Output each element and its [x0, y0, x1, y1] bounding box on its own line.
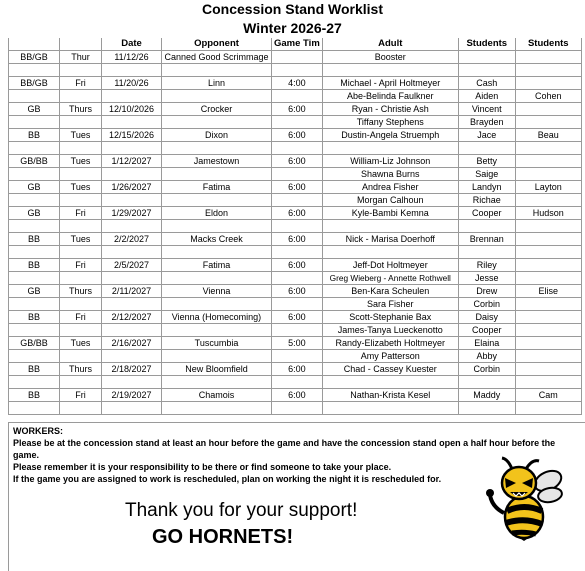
cell-students[interactable] — [458, 51, 515, 64]
header-opponent: Opponent — [162, 38, 272, 51]
cell-game-time[interactable]: 6:00 — [272, 233, 323, 246]
cell-adult[interactable] — [322, 376, 458, 389]
cell-adult[interactable]: Kyle-Bambi Kemna — [322, 207, 458, 220]
cell-students-2[interactable] — [515, 363, 581, 376]
cell-team[interactable]: BB — [9, 233, 60, 246]
cell-day[interactable]: Fri — [60, 77, 102, 90]
cell-adult[interactable]: Jeff-Dot Holtmeyer — [322, 259, 458, 272]
cell-day[interactable]: Tues — [60, 129, 102, 142]
cell-opponent[interactable] — [162, 90, 272, 103]
cell-opponent[interactable] — [162, 402, 272, 415]
cell-game-time[interactable] — [272, 350, 323, 363]
cell-students[interactable]: Abby — [458, 350, 515, 363]
cell-students[interactable]: Vincent — [458, 103, 515, 116]
cell-team[interactable] — [9, 168, 60, 181]
cell-team[interactable] — [9, 376, 60, 389]
cell-students[interactable] — [458, 402, 515, 415]
cell-opponent[interactable] — [162, 220, 272, 233]
cell-date[interactable] — [102, 90, 162, 103]
cell-adult[interactable]: Ben-Kara Scheulen — [322, 285, 458, 298]
cell-adult[interactable]: Sara Fisher — [322, 298, 458, 311]
cell-students[interactable]: Brayden — [458, 116, 515, 129]
cell-day[interactable] — [60, 90, 102, 103]
cell-students-2[interactable] — [515, 77, 581, 90]
cell-students-2[interactable] — [515, 272, 581, 285]
cell-adult[interactable]: Dustin-Angela Struemph — [322, 129, 458, 142]
cell-team[interactable] — [9, 272, 60, 285]
workers-heading: WORKERS: — [13, 426, 63, 436]
cell-date[interactable] — [102, 194, 162, 207]
cell-opponent[interactable]: Chamois — [162, 389, 272, 402]
table-row — [9, 285, 582, 298]
cell-team[interactable]: BB/GB — [9, 77, 60, 90]
table-row — [9, 220, 582, 233]
cell-opponent[interactable]: Jamestown — [162, 155, 272, 168]
cell-students[interactable]: Drew — [458, 285, 515, 298]
cell-students[interactable]: Elaina — [458, 337, 515, 350]
cell-team[interactable] — [9, 324, 60, 337]
cell-team[interactable]: BB — [9, 259, 60, 272]
cell-game-time[interactable] — [272, 64, 323, 77]
header-row — [9, 38, 582, 51]
cell-students[interactable]: Cash — [458, 77, 515, 90]
cell-opponent[interactable]: New Bloomfield — [162, 363, 272, 376]
cell-adult[interactable]: Shawna Burns — [322, 168, 458, 181]
cell-date[interactable] — [102, 298, 162, 311]
cell-opponent[interactable] — [162, 350, 272, 363]
go-hornets: GO HORNETS! — [152, 526, 294, 548]
cell-team[interactable] — [9, 298, 60, 311]
cell-team[interactable] — [9, 90, 60, 103]
cell-students-2[interactable]: Elise — [515, 285, 581, 298]
cell-game-time[interactable] — [272, 402, 323, 415]
table-row — [9, 272, 582, 285]
cell-opponent[interactable] — [162, 64, 272, 77]
table-row — [9, 116, 582, 129]
cell-day[interactable]: Tues — [60, 155, 102, 168]
table-row — [9, 181, 582, 194]
cell-game-time[interactable]: 6:00 — [272, 311, 323, 324]
cell-students[interactable] — [458, 64, 515, 77]
cell-adult[interactable] — [322, 246, 458, 259]
cell-team[interactable] — [9, 142, 60, 155]
cell-day[interactable]: Tues — [60, 181, 102, 194]
table-row — [9, 298, 582, 311]
cell-students-2[interactable] — [515, 246, 581, 259]
cell-adult[interactable] — [322, 220, 458, 233]
cell-game-time[interactable]: 6:00 — [272, 103, 323, 116]
cell-students[interactable]: Corbin — [458, 363, 515, 376]
cell-students-2[interactable] — [515, 337, 581, 350]
cell-students-2[interactable] — [515, 64, 581, 77]
cell-game-time[interactable]: 6:00 — [272, 207, 323, 220]
cell-adult[interactable]: Michael - April Holtmeyer — [322, 77, 458, 90]
header-adult: Adult — [322, 38, 458, 51]
cell-students-2[interactable]: Layton — [515, 181, 581, 194]
table-row — [9, 51, 582, 64]
cell-date[interactable] — [102, 272, 162, 285]
cell-students[interactable]: Richae — [458, 194, 515, 207]
cell-students[interactable] — [458, 220, 515, 233]
cell-day[interactable] — [60, 402, 102, 415]
cell-students-2[interactable] — [515, 376, 581, 389]
header-team — [9, 38, 60, 51]
table-row — [9, 64, 582, 77]
table-row — [9, 363, 582, 376]
cell-students[interactable]: Corbin — [458, 298, 515, 311]
cell-game-time[interactable] — [272, 194, 323, 207]
cell-opponent[interactable]: Eldon — [162, 207, 272, 220]
cell-team[interactable] — [9, 350, 60, 363]
cell-students-2[interactable] — [515, 324, 581, 337]
table-row — [9, 103, 582, 116]
cell-day[interactable] — [60, 64, 102, 77]
cell-students-2[interactable] — [515, 220, 581, 233]
cell-adult[interactable]: Abe-Belinda Faulkner — [322, 90, 458, 103]
cell-game-time[interactable] — [272, 116, 323, 129]
cell-day[interactable]: Thurs — [60, 285, 102, 298]
cell-day[interactable] — [60, 376, 102, 389]
table-row — [9, 77, 582, 90]
cell-students[interactable]: Maddy — [458, 389, 515, 402]
table-row — [9, 168, 582, 181]
cell-date[interactable]: 12/15/2026 — [102, 129, 162, 142]
cell-students-2[interactable] — [515, 116, 581, 129]
cell-date[interactable]: 2/19/2027 — [102, 389, 162, 402]
cell-team[interactable]: BB — [9, 389, 60, 402]
cell-opponent[interactable]: Vienna (Homecoming) — [162, 311, 272, 324]
cell-game-time[interactable] — [272, 376, 323, 389]
cell-day[interactable] — [60, 324, 102, 337]
cell-adult[interactable]: Tiffany Stephens — [322, 116, 458, 129]
cell-opponent[interactable] — [162, 194, 272, 207]
cell-team[interactable] — [9, 64, 60, 77]
cell-opponent[interactable]: Dixon — [162, 129, 272, 142]
cell-opponent[interactable]: Crocker — [162, 103, 272, 116]
cell-date[interactable] — [102, 350, 162, 363]
cell-day[interactable]: Fri — [60, 389, 102, 402]
cell-opponent[interactable] — [162, 142, 272, 155]
cell-adult[interactable]: Greg Wieberg - Annette Rothwell — [322, 272, 458, 285]
cell-opponent[interactable] — [162, 324, 272, 337]
cell-adult[interactable]: Ryan - Christie Ash — [322, 103, 458, 116]
table-row — [9, 142, 582, 155]
table-row — [9, 389, 582, 402]
cell-team[interactable]: GB — [9, 181, 60, 194]
cell-date[interactable] — [102, 324, 162, 337]
cell-team[interactable]: GB — [9, 207, 60, 220]
cell-opponent[interactable]: Vienna — [162, 285, 272, 298]
cell-students[interactable]: Betty — [458, 155, 515, 168]
cell-students-2[interactable] — [515, 194, 581, 207]
table-row — [9, 350, 582, 363]
cell-adult[interactable]: Nathan-Krista Kesel — [322, 389, 458, 402]
cell-students-2[interactable]: Cam — [515, 389, 581, 402]
header-day — [60, 38, 102, 51]
cell-date[interactable]: 1/29/2027 — [102, 207, 162, 220]
cell-adult[interactable]: Scott-Stephanie Bax — [322, 311, 458, 324]
table-row — [9, 324, 582, 337]
cell-day[interactable]: Fri — [60, 311, 102, 324]
cell-game-time[interactable] — [272, 220, 323, 233]
cell-game-time[interactable]: 6:00 — [272, 363, 323, 376]
cell-opponent[interactable] — [162, 246, 272, 259]
cell-date[interactable]: 11/12/26 — [102, 51, 162, 64]
cell-date[interactable]: 2/2/2027 — [102, 233, 162, 246]
header-date: Date — [102, 38, 162, 51]
header-students: Students — [458, 38, 515, 51]
cell-students-2[interactable] — [515, 142, 581, 155]
cell-game-time[interactable] — [272, 168, 323, 181]
cell-game-time[interactable] — [272, 246, 323, 259]
cell-students-2[interactable] — [515, 402, 581, 415]
cell-date[interactable]: 12/10/2026 — [102, 103, 162, 116]
page-title: Concession Stand Worklist — [202, 1, 383, 17]
cell-students-2[interactable] — [515, 51, 581, 64]
cell-team[interactable]: GB/BB — [9, 337, 60, 350]
cell-team[interactable]: BB — [9, 311, 60, 324]
cell-students-2[interactable] — [515, 233, 581, 246]
cell-date[interactable] — [102, 116, 162, 129]
cell-game-time[interactable] — [272, 90, 323, 103]
cell-team[interactable]: BB/GB — [9, 51, 60, 64]
cell-students[interactable] — [458, 246, 515, 259]
cell-day[interactable] — [60, 194, 102, 207]
cell-opponent[interactable]: Tuscumbia — [162, 337, 272, 350]
cell-team[interactable]: GB/BB — [9, 155, 60, 168]
cell-opponent[interactable]: Macks Creek — [162, 233, 272, 246]
cell-day[interactable]: Fri — [60, 259, 102, 272]
cell-students-2[interactable] — [515, 155, 581, 168]
cell-opponent[interactable]: Fatima — [162, 181, 272, 194]
cell-day[interactable] — [60, 272, 102, 285]
cell-adult[interactable]: Randy-Elizabeth Holtmeyer — [322, 337, 458, 350]
hornet-mascot-icon — [482, 455, 564, 541]
table-row — [9, 155, 582, 168]
cell-date[interactable] — [102, 376, 162, 389]
cell-game-time[interactable] — [272, 272, 323, 285]
cell-game-time[interactable]: 6:00 — [272, 389, 323, 402]
cell-students[interactable]: Daisy — [458, 311, 515, 324]
cell-date[interactable]: 2/5/2027 — [102, 259, 162, 272]
table-row — [9, 233, 582, 246]
cell-students-2[interactable]: Beau — [515, 129, 581, 142]
cell-opponent[interactable] — [162, 298, 272, 311]
cell-game-time[interactable]: 5:00 — [272, 337, 323, 350]
cell-opponent[interactable]: Canned Good Scrimmage — [162, 51, 272, 64]
cell-date[interactable] — [102, 168, 162, 181]
cell-game-time[interactable]: 6:00 — [272, 181, 323, 194]
cell-game-time[interactable]: 6:00 — [272, 259, 323, 272]
cell-adult[interactable]: Andrea Fisher — [322, 181, 458, 194]
cell-game-time[interactable] — [272, 142, 323, 155]
cell-students-2[interactable] — [515, 298, 581, 311]
table-row — [9, 337, 582, 350]
cell-date[interactable]: 2/11/2027 — [102, 285, 162, 298]
cell-adult[interactable]: Amy Patterson — [322, 350, 458, 363]
cell-team[interactable] — [9, 220, 60, 233]
cell-students[interactable]: Brennan — [458, 233, 515, 246]
cell-day[interactable] — [60, 220, 102, 233]
cell-day[interactable] — [60, 168, 102, 181]
cell-team[interactable] — [9, 246, 60, 259]
cell-date[interactable]: 2/18/2027 — [102, 363, 162, 376]
header-students-2: Students — [515, 38, 581, 51]
cell-adult[interactable]: Morgan Calhoun — [322, 194, 458, 207]
cell-game-time[interactable]: 6:00 — [272, 155, 323, 168]
cell-date[interactable]: 2/12/2027 — [102, 311, 162, 324]
table-row — [9, 129, 582, 142]
cell-date[interactable]: 1/26/2027 — [102, 181, 162, 194]
thanks-message: Thank you for your support! — [125, 500, 358, 521]
cell-day[interactable]: Tues — [60, 233, 102, 246]
cell-game-time[interactable] — [272, 324, 323, 337]
cell-students-2[interactable]: Cohen — [515, 90, 581, 103]
cell-students-2[interactable] — [515, 311, 581, 324]
cell-day[interactable]: Thur — [60, 51, 102, 64]
cell-adult[interactable]: Booster — [322, 51, 458, 64]
cell-game-time[interactable]: 4:00 — [272, 77, 323, 90]
table-row — [9, 194, 582, 207]
cell-game-time[interactable] — [272, 298, 323, 311]
cell-students-2[interactable] — [515, 103, 581, 116]
cell-day[interactable]: Fri — [60, 207, 102, 220]
cell-day[interactable] — [60, 350, 102, 363]
cell-students[interactable]: Saige — [458, 168, 515, 181]
cell-day[interactable]: Thurs — [60, 103, 102, 116]
cell-adult[interactable] — [322, 64, 458, 77]
cell-students[interactable]: Cooper — [458, 207, 515, 220]
cell-date[interactable] — [102, 64, 162, 77]
worklist-table — [8, 38, 582, 415]
cell-students[interactable]: Riley — [458, 259, 515, 272]
table-row — [9, 246, 582, 259]
cell-date[interactable] — [102, 220, 162, 233]
cell-opponent[interactable]: Fatima — [162, 259, 272, 272]
cell-students-2[interactable] — [515, 259, 581, 272]
cell-students[interactable]: Landyn — [458, 181, 515, 194]
cell-date[interactable]: 2/16/2027 — [102, 337, 162, 350]
page-subtitle: Winter 2026-27 — [243, 20, 342, 36]
cell-adult[interactable]: James-Tanya Lueckenotto — [322, 324, 458, 337]
cell-adult[interactable]: Nick - Marisa Doerhoff — [322, 233, 458, 246]
cell-opponent[interactable] — [162, 272, 272, 285]
cell-date[interactable] — [102, 402, 162, 415]
cell-team[interactable] — [9, 116, 60, 129]
cell-adult[interactable] — [322, 142, 458, 155]
cell-date[interactable] — [102, 142, 162, 155]
table-row — [9, 402, 582, 415]
cell-team[interactable]: GB — [9, 285, 60, 298]
cell-students[interactable] — [458, 142, 515, 155]
cell-date[interactable]: 11/20/26 — [102, 77, 162, 90]
cell-game-time[interactable]: 6:00 — [272, 285, 323, 298]
cell-students-2[interactable]: Hudson — [515, 207, 581, 220]
cell-students-2[interactable] — [515, 350, 581, 363]
cell-students[interactable]: Jace — [458, 129, 515, 142]
table-row — [9, 90, 582, 103]
cell-day[interactable]: Tues — [60, 337, 102, 350]
table-row — [9, 207, 582, 220]
header-game-time: Game Tim — [272, 38, 323, 51]
cell-students[interactable]: Jesse — [458, 272, 515, 285]
cell-day[interactable] — [60, 246, 102, 259]
cell-game-time[interactable]: 6:00 — [272, 129, 323, 142]
cell-date[interactable]: 1/12/2027 — [102, 155, 162, 168]
cell-adult[interactable] — [322, 402, 458, 415]
cell-students[interactable]: Aiden — [458, 90, 515, 103]
cell-team[interactable]: GB — [9, 103, 60, 116]
cell-students-2[interactable] — [515, 168, 581, 181]
cell-day[interactable]: Thurs — [60, 363, 102, 376]
cell-game-time[interactable] — [272, 51, 323, 64]
cell-students[interactable]: Cooper — [458, 324, 515, 337]
workers-line-1: Please be at the concession stand at least an hour before the game and have the concession stand open a half hour before the game. — [13, 438, 556, 460]
cell-team[interactable] — [9, 194, 60, 207]
cell-day[interactable] — [60, 142, 102, 155]
table-row — [9, 311, 582, 324]
cell-opponent[interactable]: Linn — [162, 77, 272, 90]
cell-team[interactable] — [9, 402, 60, 415]
cell-date[interactable] — [102, 246, 162, 259]
cell-opponent[interactable] — [162, 376, 272, 389]
cell-team[interactable]: BB — [9, 363, 60, 376]
cell-opponent[interactable] — [162, 168, 272, 181]
cell-opponent[interactable] — [162, 116, 272, 129]
cell-day[interactable] — [60, 116, 102, 129]
cell-day[interactable] — [60, 298, 102, 311]
table-row — [9, 376, 582, 389]
cell-adult[interactable]: Chad - Cassey Kuester — [322, 363, 458, 376]
workers-line-3: If the game you are assigned to work is rescheduled, plan on working the night it is rescheduled for. — [13, 474, 442, 484]
cell-students[interactable] — [458, 376, 515, 389]
cell-team[interactable]: BB — [9, 129, 60, 142]
table-row — [9, 259, 582, 272]
cell-adult[interactable]: William-Liz Johnson — [322, 155, 458, 168]
workers-line-2: Please remember it is your responsibility to be there or find someone to take your place. — [13, 462, 392, 472]
